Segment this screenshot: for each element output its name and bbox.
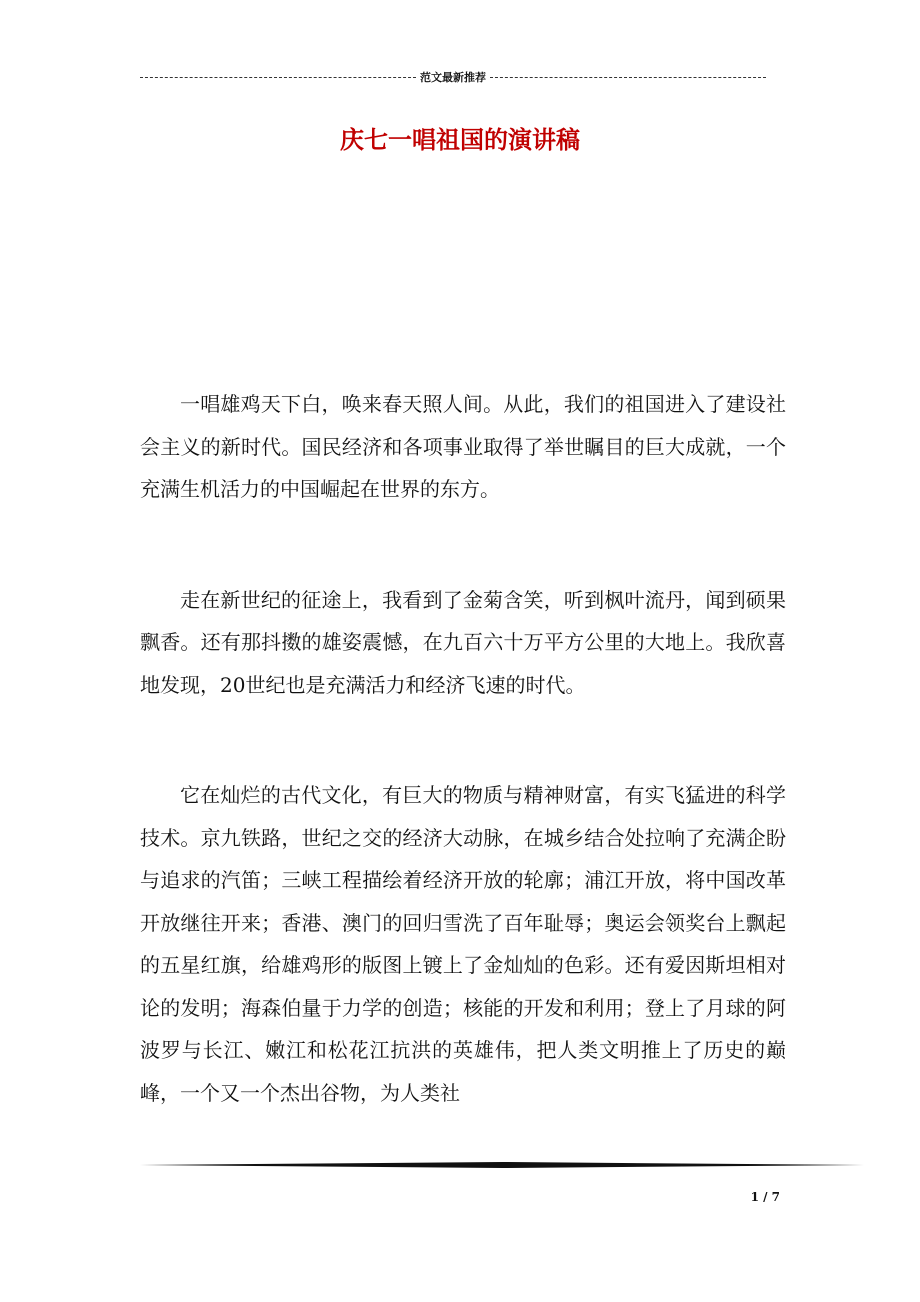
header-dash-left [140,77,416,78]
header-dash-right [490,77,766,78]
paragraph-2: 走在新世纪的征途上，我看到了金菊含笑，听到枫叶流丹，闻到硕果飘香。还有那抖擞的雄姿震憾，在九百六十万平方公里的大地上。我欣喜地发现，20世纪也是充满活力和经济飞速的时代。 [140,587,786,697]
header-label: 范文最新推荐 [420,71,486,84]
document-body [140,383,786,1182]
header-divider [140,68,766,86]
paragraph-3: 它在灿烂的古代文化，有巨大的物质与精神财富，有实飞猛进的科学技术。京九铁路，世纪之交的经济大动脉，在城乡结合处拉响了充满企盼与追求的汽笛；三峡工程描绘着经济开放的轮廓；浦江开放，将中国改革开放继往开来；香港、澳门的回归雪洗了百年耻辱；奥运会领奖台上飘起的五星红旗，给雄鸡形的版图上镀上了金灿灿的色彩。还有爱因斯坦相对论的发明；海森伯量于力学的创造；核能的开发和利用；登上了月球的阿波罗与长江、嫩江和松花江抗洪的英雄伟，把人类文明推上了历史的巅峰，一个又一个杰出谷物，为人类社 [140,783,786,1105]
paragraph-1: 一唱雄鸡天下白，唤来春天照人间。从此，我们的祖国进入了建设社会主义的新时代。国民经济和各项事业取得了举世瞩目的巨大成就，一个充满生机活力的中国崛起在世界的东方。 [140,392,786,501]
footer-divider [140,1162,864,1168]
document-title: 庆七一唱祖国的演讲稿 [340,125,580,154]
footer-divider-shape [140,1162,864,1168]
page-number: 1 / 7 [750,1190,780,1204]
